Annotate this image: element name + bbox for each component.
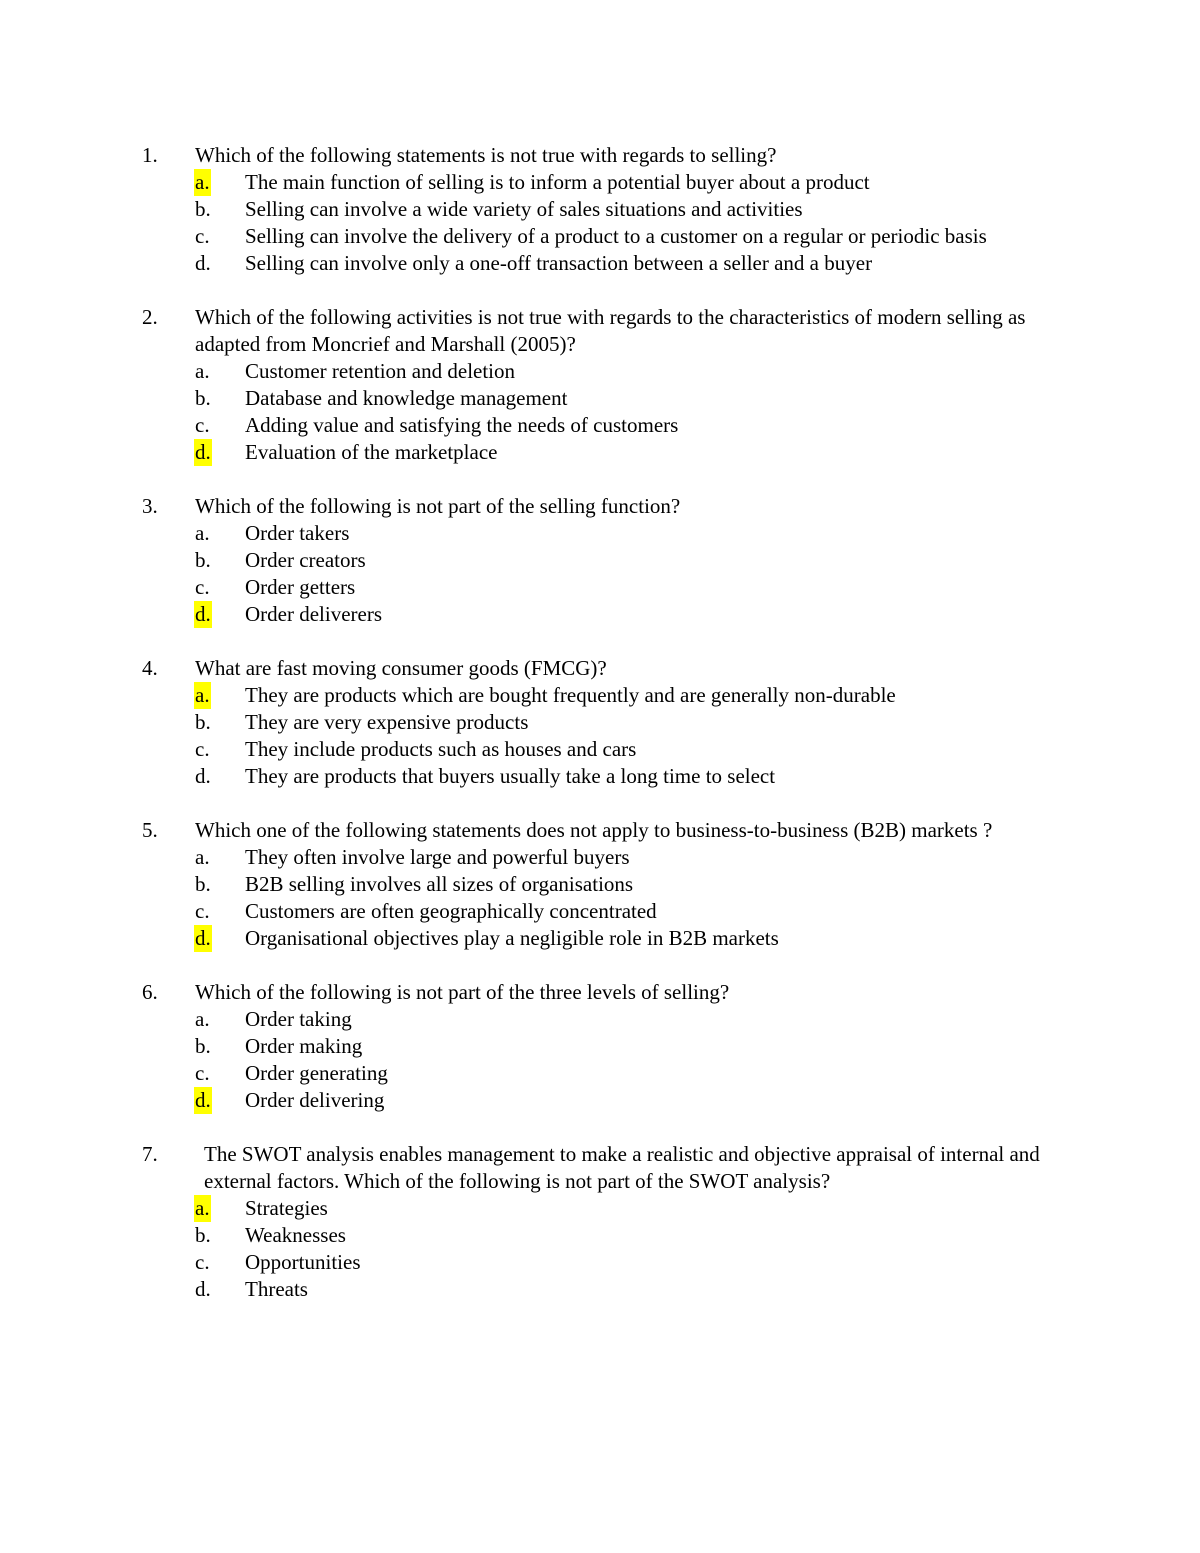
highlighted-option-letter: d.	[195, 440, 211, 464]
answer-option	[0, 196, 1040, 223]
highlighted-option-letter: a.	[195, 170, 210, 194]
option-text: Database and knowledge management	[245, 386, 568, 410]
answer-option	[0, 709, 1040, 736]
option-letter: b.	[195, 710, 211, 734]
answer-option	[0, 601, 1040, 628]
question-row	[0, 655, 1040, 682]
option-text: Order taking	[245, 1007, 352, 1031]
answer-option	[0, 925, 1040, 952]
answer-option	[0, 1006, 1040, 1033]
option-text: Order making	[245, 1034, 363, 1058]
question-text: The SWOT analysis enables management to make a realistic and objective appraisal of internal and external factors. Which of the following is not part of the SWOT analysis?	[204, 1142, 1040, 1193]
option-letter: c.	[195, 899, 210, 923]
option-text: They include products such as houses and cars	[245, 737, 637, 761]
answer-option	[0, 547, 1040, 574]
option-letter: b.	[195, 386, 211, 410]
option-text: Organisational objectives play a negligible role in B2B markets	[245, 926, 779, 950]
question-number: 7.	[142, 1142, 158, 1166]
answer-option	[0, 385, 1040, 412]
question-row	[0, 493, 1040, 520]
question-row	[0, 142, 1040, 169]
option-text: Selling can involve only a one-off transaction between a seller and a buyer	[245, 251, 873, 275]
highlighted-option-letter: d.	[195, 1088, 211, 1112]
option-text: Order getters	[245, 575, 356, 599]
answer-option	[0, 763, 1040, 790]
option-text: Selling can involve a wide variety of sales situations and activities	[245, 197, 803, 221]
question-6	[0, 979, 1200, 1114]
answer-option	[0, 1276, 1040, 1303]
question-row	[0, 1141, 1040, 1195]
option-text: Adding value and satisfying the needs of customers	[245, 413, 679, 437]
answer-option	[0, 169, 1040, 196]
question-text: Which of the following is not part of the selling function?	[195, 494, 681, 518]
option-letter: b.	[195, 548, 211, 572]
question-1	[0, 142, 1200, 277]
question-4	[0, 655, 1200, 790]
answer-option	[0, 1087, 1040, 1114]
answer-option	[0, 1222, 1040, 1249]
question-3	[0, 493, 1200, 628]
answer-option	[0, 871, 1040, 898]
answer-option	[0, 358, 1040, 385]
option-letter: b.	[195, 1223, 211, 1247]
option-letter: c.	[195, 413, 210, 437]
option-text: They are products which are bought frequently and are generally non-durable	[245, 683, 896, 707]
option-letter: d.	[195, 251, 211, 275]
question-row	[0, 304, 1040, 358]
option-text: Order deliverers	[245, 602, 383, 626]
option-letter: a.	[195, 1007, 210, 1031]
question-text: What are fast moving consumer goods (FMCG)?	[195, 656, 607, 680]
answer-option	[0, 898, 1040, 925]
question-2	[0, 304, 1200, 466]
highlighted-option-letter: a.	[195, 1196, 210, 1220]
option-letter: b.	[195, 197, 211, 221]
answer-option	[0, 1033, 1040, 1060]
option-letter: b.	[195, 1034, 211, 1058]
option-letter: c.	[195, 1061, 210, 1085]
option-letter: a.	[195, 359, 210, 383]
highlighted-option-letter: d.	[195, 602, 211, 626]
answer-option	[0, 1060, 1040, 1087]
answer-option	[0, 1195, 1040, 1222]
question-5	[0, 817, 1200, 952]
option-letter: a.	[195, 521, 210, 545]
question-text: Which of the following statements is not true with regards to selling?	[195, 143, 777, 167]
answer-option	[0, 1249, 1040, 1276]
answer-option	[0, 520, 1040, 547]
answer-option	[0, 574, 1040, 601]
question-number: 6.	[142, 980, 158, 1004]
highlighted-option-letter: d.	[195, 926, 211, 950]
option-text: They are products that buyers usually take a long time to select	[245, 764, 776, 788]
option-letter: c.	[195, 224, 210, 248]
option-letter: d.	[195, 764, 211, 788]
highlighted-option-letter: a.	[195, 683, 210, 707]
option-text: Order delivering	[245, 1088, 385, 1112]
question-number: 3.	[142, 494, 158, 518]
answer-option	[0, 844, 1040, 871]
answer-option	[0, 223, 1040, 250]
question-text: Which one of the following statements does not apply to business-to-business (B2B) markets ?	[195, 818, 993, 842]
answer-option	[0, 250, 1040, 277]
question-number: 1.	[142, 143, 158, 167]
question-list	[0, 142, 1200, 1330]
question-7	[0, 1141, 1200, 1303]
option-text: They are very expensive products	[245, 710, 529, 734]
option-letter: b.	[195, 872, 211, 896]
option-letter: d.	[195, 1277, 211, 1301]
option-text: The main function of selling is to inform a potential buyer about a product	[245, 170, 870, 194]
option-text: Threats	[245, 1277, 308, 1301]
option-text: They often involve large and powerful buyers	[245, 845, 630, 869]
option-text: Evaluation of the marketplace	[245, 440, 498, 464]
option-letter: c.	[195, 737, 210, 761]
option-text: Strategies	[245, 1196, 328, 1220]
question-text: Which of the following is not part of the three levels of selling?	[195, 980, 730, 1004]
question-number: 4.	[142, 656, 158, 680]
option-text: Opportunities	[245, 1250, 361, 1274]
option-text: Order takers	[245, 521, 350, 545]
question-number: 5.	[142, 818, 158, 842]
option-text: Customers are often geographically concentrated	[245, 899, 657, 923]
answer-option	[0, 736, 1040, 763]
option-text: B2B selling involves all sizes of organisations	[245, 872, 634, 896]
option-letter: a.	[195, 845, 210, 869]
question-row	[0, 979, 1040, 1006]
option-text: Customer retention and deletion	[245, 359, 516, 383]
option-text: Weaknesses	[245, 1223, 346, 1247]
option-text: Selling can involve the delivery of a product to a customer on a regular or periodic basis	[245, 224, 987, 248]
answer-option	[0, 439, 1040, 466]
question-number: 2.	[142, 305, 158, 329]
question-text: Which of the following activities is not true with regards to the characteristics of modern selling as adapted from Moncrief and Marshall (2005)?	[195, 305, 1026, 356]
option-letter: c.	[195, 575, 210, 599]
answer-option	[0, 412, 1040, 439]
option-text: Order creators	[245, 548, 366, 572]
question-row	[0, 817, 1040, 844]
option-text: Order generating	[245, 1061, 388, 1085]
answer-option	[0, 682, 1040, 709]
option-letter: c.	[195, 1250, 210, 1274]
